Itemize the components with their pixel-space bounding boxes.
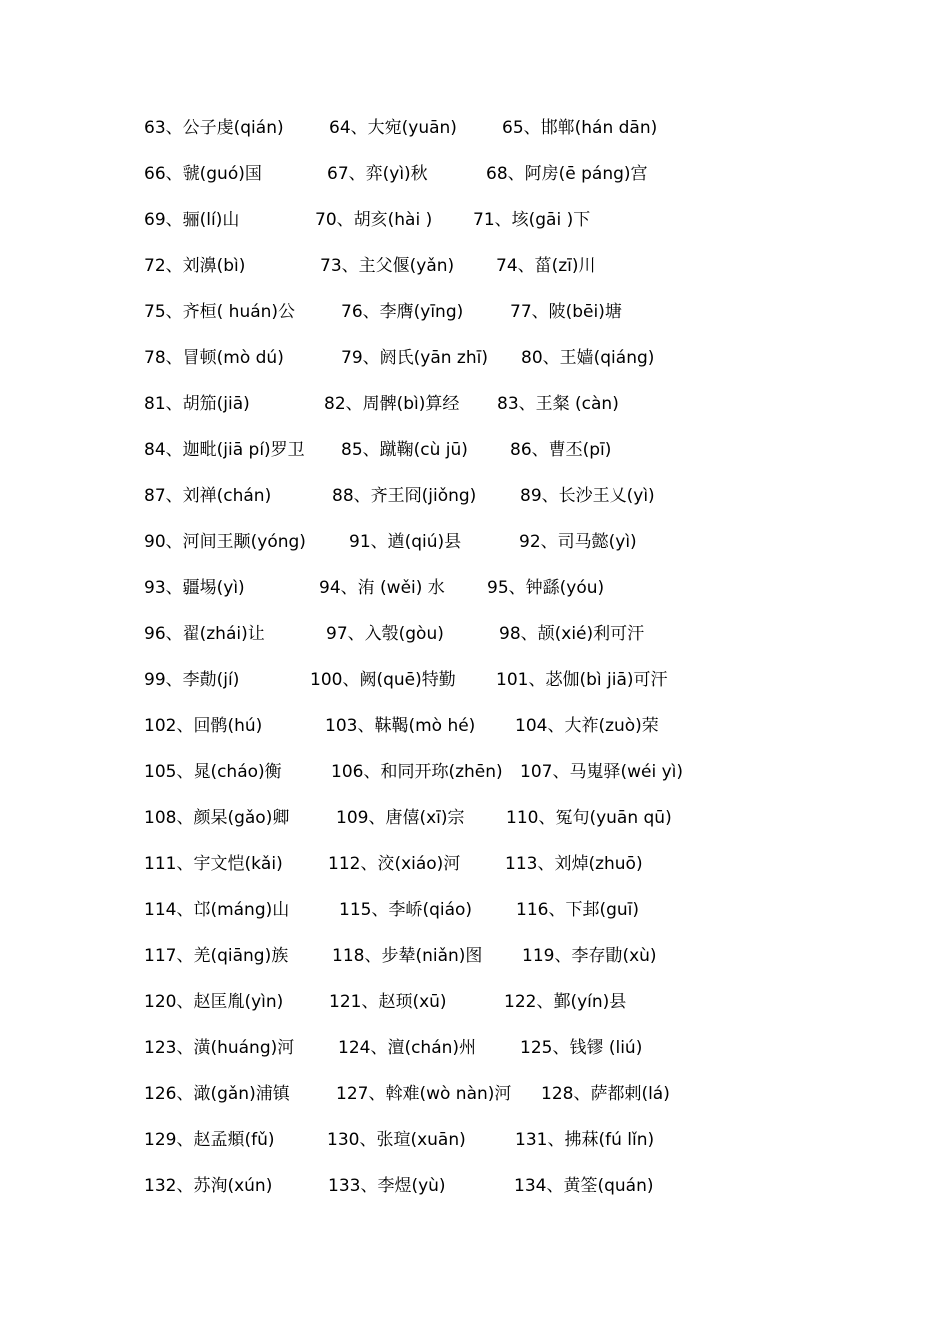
list-item: 93、疆埸(yì): [144, 578, 245, 598]
list-item: 105、晁(cháo)衡: [144, 762, 282, 782]
list-item: 95、钟繇(yóu): [487, 578, 605, 598]
list-item: 98、颉(xié)利可汗: [499, 624, 645, 644]
list-item: 107、马嵬驿(wéi yì): [520, 762, 683, 782]
list-item: 123、潢(huáng)河: [144, 1038, 295, 1058]
list-item: 109、唐僖(xī)宗: [336, 808, 465, 828]
list-item: 110、冤句(yuān qū): [506, 808, 672, 828]
list-row: [0, 573, 950, 603]
list-row: [0, 481, 950, 511]
list-item: 67、弈(yì)秋: [327, 164, 428, 184]
list-item: 87、刘禅(chán): [144, 486, 272, 506]
list-item: 104、大祚(zuò)荣: [515, 716, 659, 736]
list-item: 117、羌(qiāng)族: [144, 946, 289, 966]
list-item: 118、步辇(niǎn)图: [332, 946, 483, 966]
list-item: 82、周髀(bì)算经: [324, 394, 460, 414]
list-item: 99、李勣(jí): [144, 670, 240, 690]
list-item: 69、骊(lí)山: [144, 210, 240, 230]
list-item: 78、冒顿(mò dú): [144, 348, 284, 368]
list-item: 72、刘濞(bì): [144, 256, 246, 276]
list-item: 92、司马懿(yì): [519, 532, 637, 552]
list-item: 81、胡笳(jiā): [144, 394, 250, 414]
list-item: 63、公子虔(qián): [144, 118, 284, 138]
list-item: 101、苾伽(bì jiā)可汗: [496, 670, 668, 690]
list-item: 114、邙(máng)山: [144, 900, 290, 920]
list-item: 108、颜杲(gǎo)卿: [144, 808, 290, 828]
list-item: 130、张瑄(xuān): [327, 1130, 466, 1150]
list-row: [0, 987, 950, 1017]
list-item: 106、和同开珎(zhēn): [331, 762, 503, 782]
list-item: 119、李存勖(xù): [522, 946, 657, 966]
list-item: 100、阙(quē)特勤: [310, 670, 456, 690]
list-item: 88、齐王冏(jiǒng): [332, 486, 477, 506]
list-item: 94、洧 (wěi) 水: [319, 578, 445, 598]
list-item: 102、回鹘(hú): [144, 716, 263, 736]
list-item: 83、王粲 (càn): [497, 394, 619, 414]
list-item: 120、赵匡胤(yìn): [144, 992, 284, 1012]
list-row: [0, 895, 950, 925]
list-row: [0, 849, 950, 879]
list-row: [0, 941, 950, 971]
list-item: 74、菑(zī)川: [496, 256, 596, 276]
list-row: [0, 389, 950, 419]
list-row: [0, 803, 950, 833]
list-row: [0, 1171, 950, 1201]
list-row: [0, 343, 950, 373]
list-item: 128、萨都剌(lá): [541, 1084, 670, 1104]
list-row: [0, 205, 950, 235]
list-item: 86、曹丕(pī): [510, 440, 612, 460]
list-row: [0, 159, 950, 189]
list-row: [0, 1125, 950, 1155]
list-item: 133、李煜(yù): [328, 1176, 446, 1196]
list-item: 79、阏氏(yān zhī): [341, 348, 488, 368]
list-item: 84、迦毗(jiā pí)罗卫: [144, 440, 305, 460]
list-item: 68、阿房(ē páng)宫: [486, 164, 648, 184]
list-item: 65、邯郸(hán dān): [502, 118, 658, 138]
list-item: 115、李峤(qiáo): [339, 900, 473, 920]
list-item: 126、澉(gǎn)浦镇: [144, 1084, 290, 1104]
list-item: 85、蹴鞠(cù jū): [341, 440, 468, 460]
list-item: 125、钱镠 (liú): [520, 1038, 643, 1058]
list-item: 132、苏洵(xún): [144, 1176, 273, 1196]
list-row: [0, 1079, 950, 1109]
list-item: 97、入彀(gòu): [326, 624, 444, 644]
list-item: 91、遒(qiú)县: [349, 532, 462, 552]
list-item: 116、下邽(guī): [516, 900, 640, 920]
list-item: 103、靺鞨(mò hé): [325, 716, 476, 736]
list-row: [0, 297, 950, 327]
list-row: [0, 1033, 950, 1063]
list-item: 112、洨(xiáo)河: [328, 854, 461, 874]
list-item: 80、王嫱(qiáng): [521, 348, 655, 368]
list-item: 131、拂菻(fú lǐn): [515, 1130, 655, 1150]
list-row: [0, 251, 950, 281]
list-item: 64、大宛(yuān): [329, 118, 457, 138]
list-item: 66、虢(guó)国: [144, 164, 262, 184]
list-row: [0, 113, 950, 143]
list-row: [0, 619, 950, 649]
list-item: 89、长沙王乂(yì): [520, 486, 655, 506]
list-item: 71、垓(gāi )下: [473, 210, 591, 230]
list-item: 122、鄞(yín)县: [504, 992, 627, 1012]
list-row: [0, 757, 950, 787]
list-item: 76、李膺(yīng): [341, 302, 464, 322]
list-item: 77、陂(bēi)塘: [510, 302, 622, 322]
list-item: 75、齐桓( huán)公: [144, 302, 296, 322]
list-item: 90、河间王颙(yóng): [144, 532, 306, 552]
list-item: 127、斡难(wò nàn)河: [336, 1084, 512, 1104]
list-item: 129、赵孟頫(fǔ): [144, 1130, 275, 1150]
list-item: 113、刘焯(zhuō): [505, 854, 643, 874]
list-row: [0, 527, 950, 557]
list-item: 70、胡亥(hài ): [315, 210, 433, 230]
list-row: [0, 435, 950, 465]
list-item: 111、宇文恺(kǎi): [144, 854, 283, 874]
list-item: 73、主父偃(yǎn): [320, 256, 455, 276]
list-row: [0, 711, 950, 741]
list-row: [0, 665, 950, 695]
list-item: 121、赵顼(xū): [329, 992, 447, 1012]
list-item: 134、黄筌(quán): [514, 1176, 654, 1196]
list-item: 96、翟(zhái)让: [144, 624, 265, 644]
list-item: 124、澶(chán)州: [338, 1038, 477, 1058]
